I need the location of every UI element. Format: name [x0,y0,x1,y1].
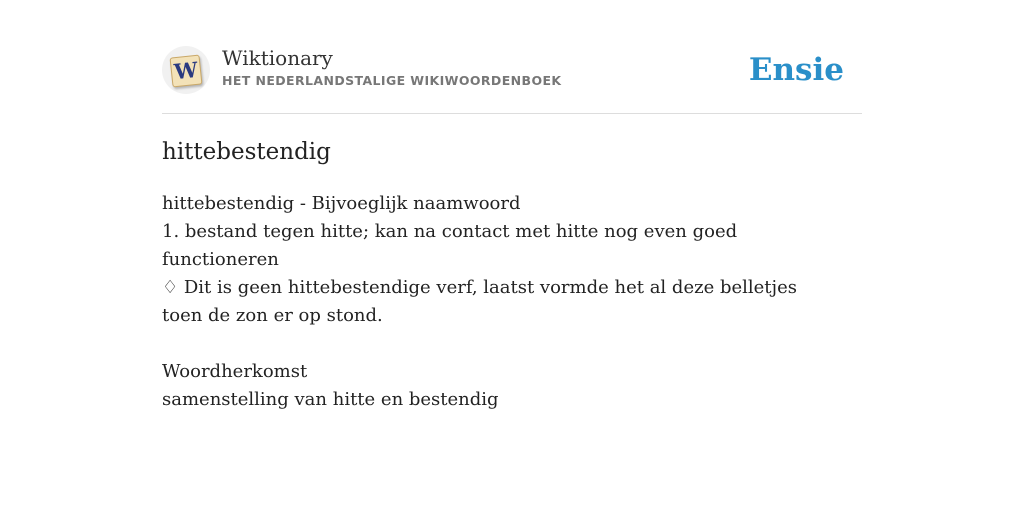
entry-line-definition: 1. bestand tegen hitte; kan na contact met hitte nog even goed functioneren [162,221,738,270]
etymology-text: samenstelling van hitte en bestendig [162,389,499,410]
brand [222,45,562,90]
entry-line-example: ♢ Dit is geen hittebestendige verf, laatst vormde het al deze belletjes toen de zon er op stond. [162,277,797,326]
entry-line-spacer [162,330,842,358]
page-title: hittebestendig [162,139,331,165]
site-subtitle: HET NEDERLANDSTALIGE WIKIWOORDENBOEK [222,73,562,88]
entry-line-part-of-speech: hittebestendig - Bijvoeglijk naamwoord [162,193,521,214]
etymology-heading: Woordherkomst [162,361,308,382]
logo-letter: W [172,56,199,85]
site-title[interactable]: Wiktionary [222,46,333,70]
ensie-logo-link[interactable]: Ensie [748,52,844,88]
logo-tile [170,55,203,88]
site-header [162,44,862,114]
entry-content [162,190,842,414]
wiktionary-logo-icon[interactable] [162,46,210,94]
